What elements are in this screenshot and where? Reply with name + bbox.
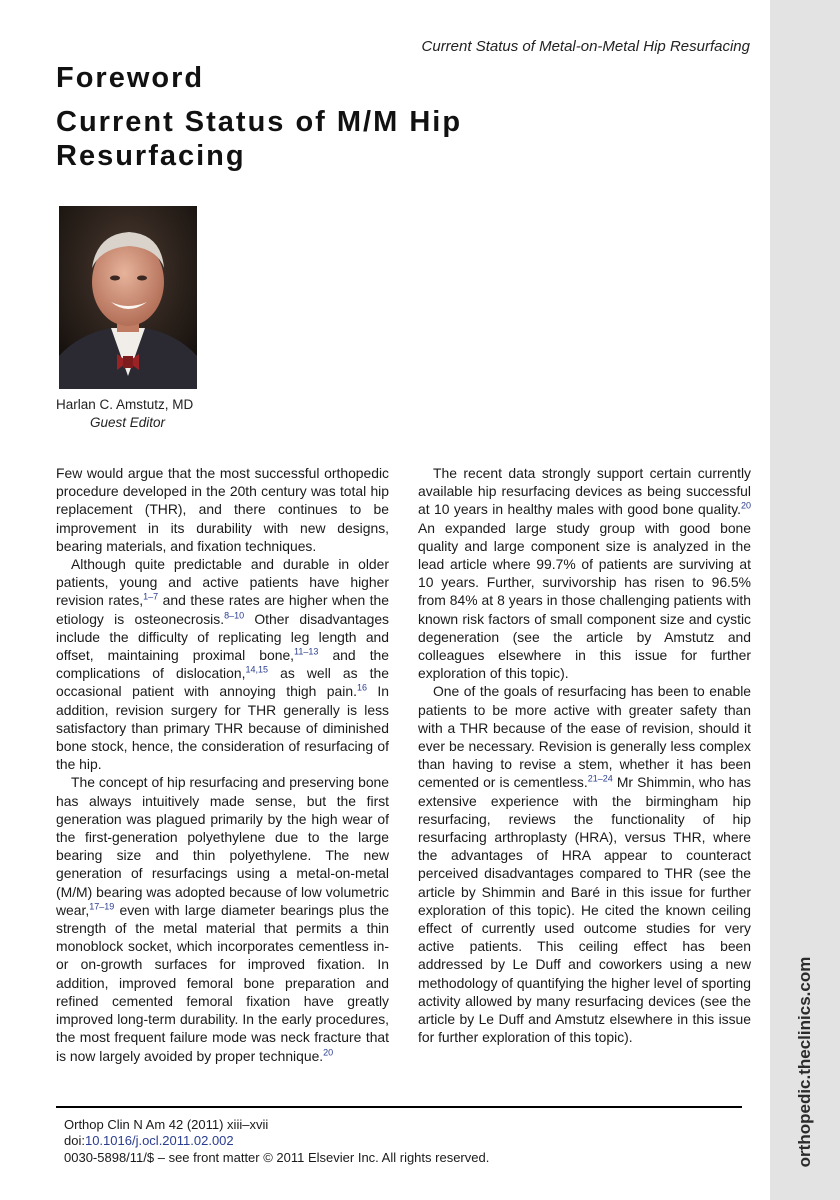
reference-link[interactable]: 1–7 (143, 591, 159, 602)
reference-link[interactable]: 16 (356, 682, 367, 693)
reference-link[interactable]: 20 (323, 1046, 334, 1057)
section-label: Foreword (56, 62, 205, 94)
body-column-left (56, 464, 389, 1065)
side-strip (770, 0, 840, 1200)
portrait-photo-icon (59, 206, 197, 389)
body-paragraph: Although quite predictable and durable in older patients, young and active patients have higher revision rates,$^{1-7}$ and these rates are higher when the etiology is osteonecrosis.$^{8-10}$ Other disadvantages include the difficulty of replicating leg length and offset, maintaining proximal bone,$^{11-13}$ and the complications of dislocation,$^{14,15}$ as well as the occasional patient with annoying thigh pain.$^{16}$ In addition, revision surgery for THR generally is less satisfactory than primary THR because of diminished bone stock, hence, the consideration of resurfacing of the hip. (56, 556, 389, 773)
citation-line: Orthop Clin N Am 42 (2011) xiii–xvii (64, 1117, 269, 1132)
author-name: Harlan C. Amstutz, MD (56, 397, 194, 412)
footer-rule (56, 1106, 742, 1108)
reference-link[interactable]: 20 (740, 500, 751, 511)
doi-link[interactable]: 10.1016/j.ocl.2011.02.002 (84, 1133, 234, 1148)
reference-link[interactable]: 17–19 (89, 901, 115, 912)
copyright-line: 0030-5898/11/$ – see front matter © 2011 Elsevier Inc. All rights reserved. (64, 1150, 490, 1165)
reference-link[interactable]: 8–10 (224, 610, 245, 620)
reference-link[interactable]: 11–13 (294, 646, 319, 657)
reference-link[interactable]: 14,15 (245, 664, 268, 675)
doi-line (64, 1133, 234, 1148)
running-head: Current Status of Metal-on-Metal Hip Resurfacing (421, 38, 750, 55)
body-paragraph: Few would argue that the most successful orthopedic procedure developed in the 20th century was total hip replacement (THR), and there continues to be improvement in its durability with new designs, bearing materials, and fixation techniques. (56, 465, 389, 554)
body-paragraph: The recent data strongly support certain currently available hip resurfacing devices as being successful at 10 years in healthy males with good bone quality.$^{20}$ An expanded large study group with good bone quality and large component size is analyzed in the lead article where 99.7% of patients are surviving at 10 years. Further, survivorship has risen to 96.5% from 84% at 8 years in those challenging patients with known risk factors of small component size and cystic degeneration (see the article by Amstutz and colleagues elsewhere in this issue for further exploration of this topic). (418, 465, 751, 682)
journal-url-link[interactable]: orthopedic.theclinics.com (795, 956, 814, 1168)
author-photo (59, 206, 197, 389)
reference-link[interactable]: 21–24 (587, 773, 613, 784)
body-column-right (418, 464, 751, 1047)
body-paragraph: One of the goals of resurfacing has been to enable patients to be more active with greater safety than with a THR because of the ease of revision, should it ever be necessary. Revision is generally less complex than having to revise a stem, whether it has been cemented or is cementless.$^{21-24}$ Mr Shimmin, who has extensive experience with the birmingham hip resurfacing, reviews the functionality of hip resurfacing arthroplasty (HRA), versus THR, where the advantages of HRA appear to counteract perceived disadvantages compared to THR (see the article by Shimmin and Baré in this issue for further exploration of this topic). He cited the known ceiling effect of currently used outcome studies for very active patients. This ceiling effect has been addressed by Le Duff and coworkers using a new methodology of quantifying the higher level of sporting activity allowed by many resurfacing devices (see the article by Le Duff and Amstutz elsewhere in this issue for further exploration of this topic). (418, 683, 751, 1046)
article-title: Current Status of M/M Hip Resurfacing (56, 106, 463, 172)
author-role: Guest Editor (90, 415, 166, 430)
body-paragraph: The concept of hip resurfacing and preserving bone has always intuitively made sense, but the first generation was plagued primarily by the high wear of the first-generation polyethylene due to the large bearing size and thin polyethylene. The new generation of resurfacings using a metal-on-metal (M/M) bearing was adopted because of low volumetric wear,$^{17-19}$ even with large diameter bearings plus the strength of the metal material that permits a thin monoblock socket, which incorporates cementless in- or on-growth surfaces for improved fixation. In addition, improved femoral bone preparation and refined cemented femoral fixation have greatly improved long-term durability. In the early procedures, the most frequent failure mode was neck fracture that is now largely avoided by proper technique.$^{20}$ (56, 774, 389, 1064)
doi-label: doi: (64, 1133, 85, 1148)
